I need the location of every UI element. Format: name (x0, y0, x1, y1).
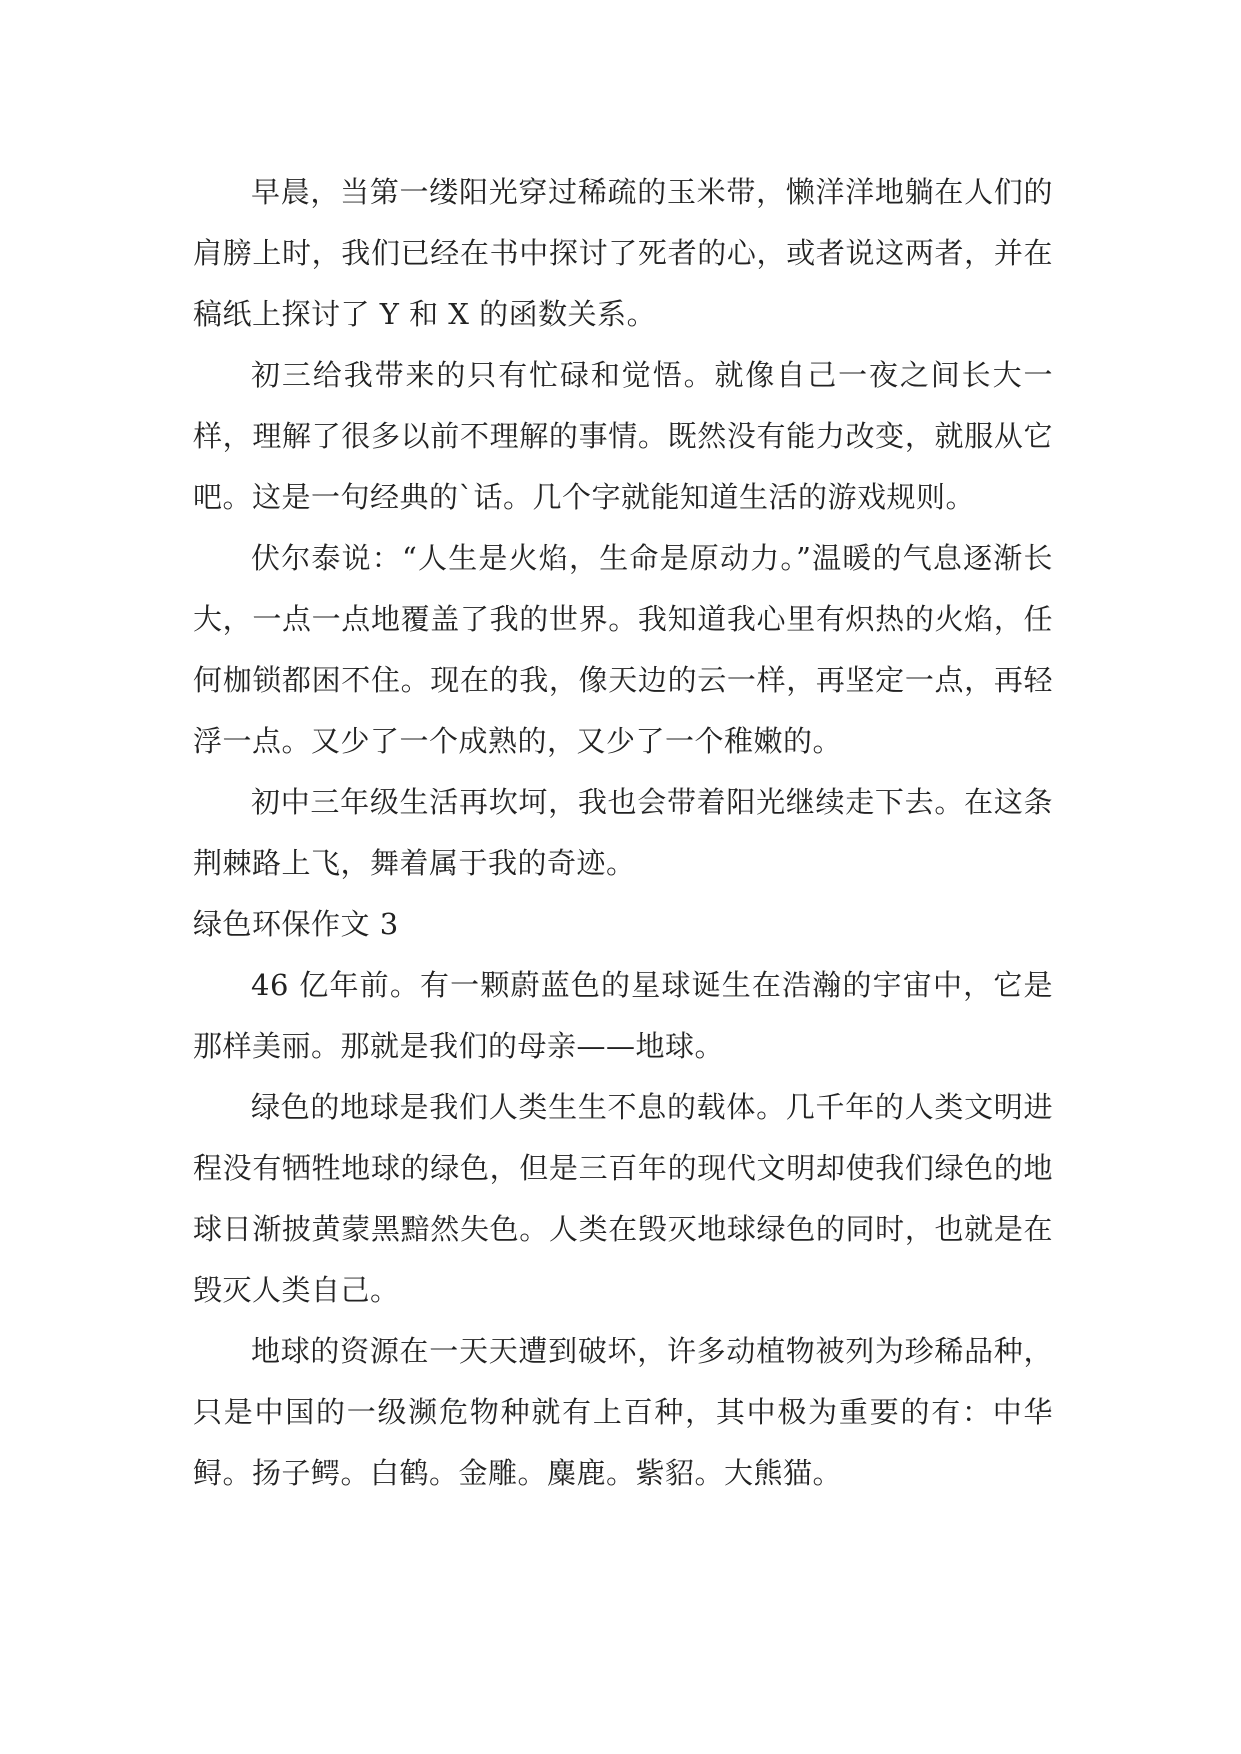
paragraph-green-earth: 绿色的地球是我们人类生生不息的载体。几千年的人类文明进程没有牺牲地球的绿色，但是三百年的现代文明却使我们绿色的地球日渐披黄蒙黑黯然失色。人类在毁灭地球绿色的同时，也就是在毁灭人类自己。 (193, 1090, 1053, 1307)
paragraph-endangered-species: 地球的资源在一天天遭到破坏，许多动植物被列为珍稀品种，只是中国的一级濒危物种就有上百种，其中极为重要的有：中华鲟。扬子鳄。白鹤。金雕。麋鹿。紫貂。大熊猫。 (193, 1334, 1053, 1490)
document-body (193, 162, 1053, 1504)
paragraph-earth-origin: 46 亿年前。有一颗蔚蓝色的星球诞生在浩瀚的宇宙中，它是那样美丽。那就是我们的母亲——地球。 (193, 968, 1053, 1063)
essay-heading: 绿色环保作文 3 (193, 907, 399, 941)
paragraph-continue-forward: 初中三年级生活再坎坷，我也会带着阳光继续走下去。在这条荆棘路上飞，舞着属于我的奇迹。 (193, 785, 1053, 880)
paragraph-morning: 早晨，当第一缕阳光穿过稀疏的玉米带，懒洋洋地躺在人们的肩膀上时，我们已经在书中探讨了死者的心，或者说这两者，并在稿纸上探讨了 Y 和 X 的函数关系。 (193, 175, 1053, 331)
paragraph-grade-three: 初三给我带来的只有忙碌和觉悟。就像自己一夜之间长大一样，理解了很多以前不理解的事情。既然没有能力改变，就服从它吧。这是一句经典的`话。几个字就能知道生活的游戏规则。 (193, 358, 1053, 514)
paragraph-voltaire-quote: 伏尔泰说：“人生是火焰，生命是原动力。”温暖的气息逐渐长大，一点一点地覆盖了我的世界。我知道我心里有炽热的火焰，任何枷锁都困不住。现在的我，像天边的云一样，再坚定一点，再轻浮一点。又少了一个成熟的，又少了一个稚嫩的。 (193, 541, 1053, 758)
